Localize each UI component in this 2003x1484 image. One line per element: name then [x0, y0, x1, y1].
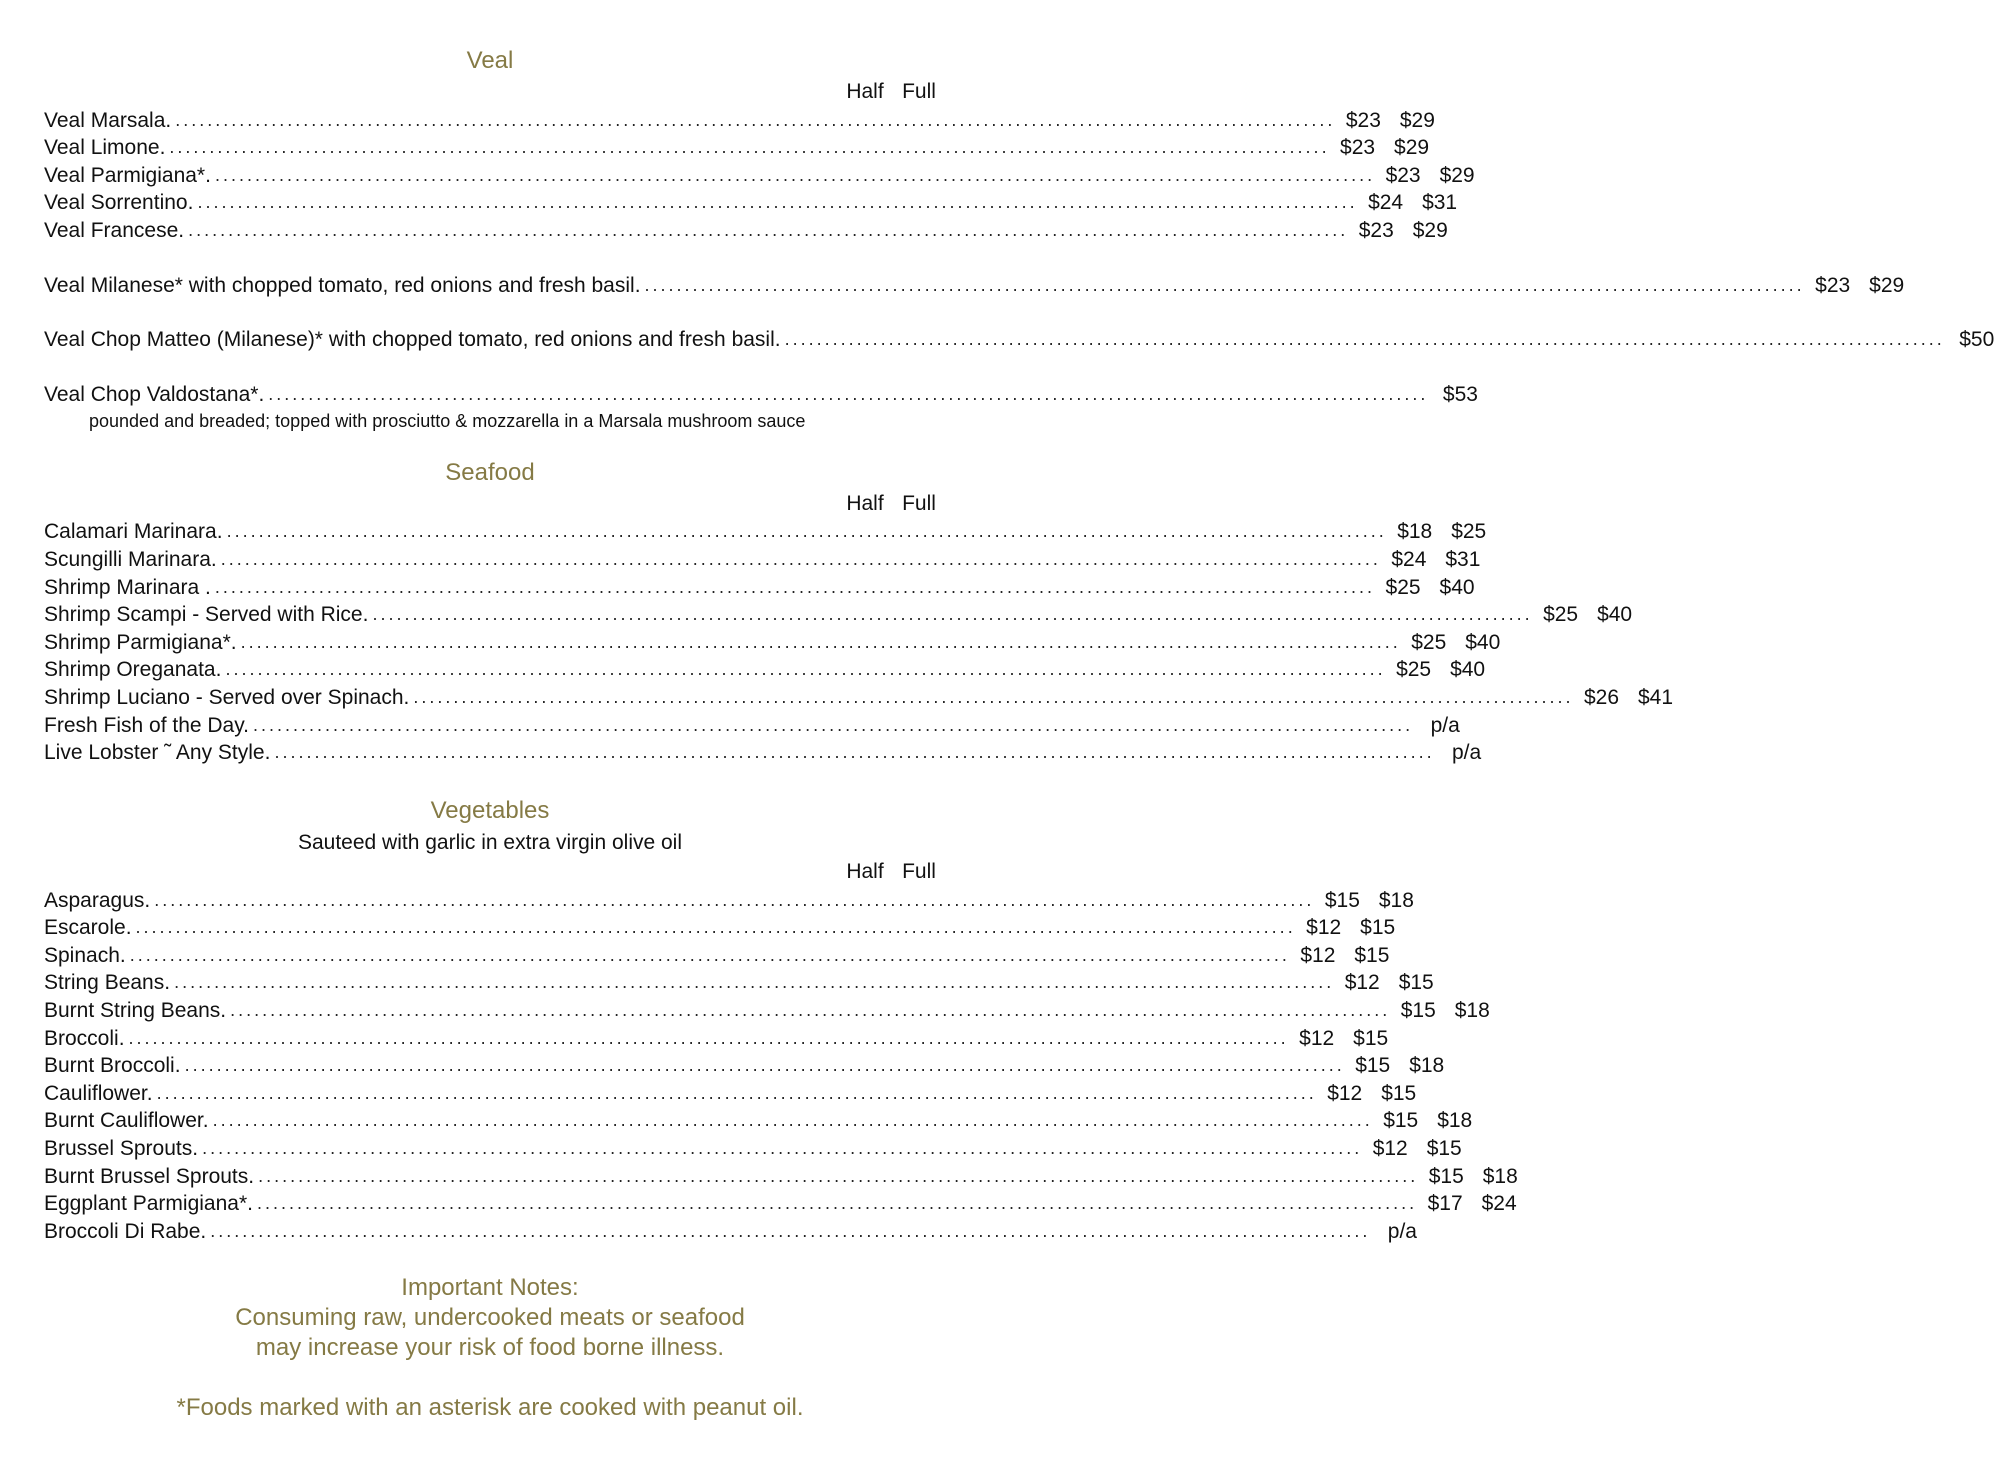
dot-leader: .................................................................................................................................................: [184, 1055, 1345, 1076]
menu-item: [44, 1052, 1445, 1080]
vegetables-subtitle: Sauteed with garlic in extra virgin olive oil: [297, 831, 683, 855]
menu-item: [44, 573, 1475, 601]
half-price: $25: [1396, 658, 1432, 682]
item-name: Shrimp Parmigiana*.: [44, 630, 237, 654]
full-column-header: Full: [902, 491, 936, 515]
full-price: $24: [1481, 1192, 1517, 1216]
notes-line: Consuming raw, undercooked meats or seafood: [235, 1303, 745, 1331]
half-price: $25: [1411, 630, 1447, 654]
dot-leader: .................................................................................................................................................: [253, 714, 1414, 735]
menu-page: [44, 44, 1995, 1423]
item-name: Eggplant Parmigiana*.: [44, 1192, 253, 1216]
half-price: $23: [1345, 108, 1381, 132]
dot-leader: .................................................................................................................................................: [268, 383, 1429, 404]
item-name: Burnt String Beans.: [44, 999, 227, 1023]
dot-leader: .................................................................................................................................................: [197, 192, 1358, 213]
dot-leader: .................................................................................................................................................: [175, 109, 1336, 130]
dot-leader: .................................................................................................................................................: [210, 1220, 1371, 1241]
half-price: $23: [1385, 163, 1421, 187]
half-price: $12: [1299, 1026, 1335, 1050]
spacer: [44, 299, 936, 326]
item-name: Veal Parmigiana*.: [44, 163, 211, 187]
item-name: Veal Chop Matteo (Milanese)* with chopped tomato, red onions and fresh basil.: [44, 328, 781, 352]
item-name: Calamari Marinara.: [44, 520, 223, 544]
menu-item-veal-milanese: [44, 271, 1905, 299]
item-name: Escarole.: [44, 916, 132, 940]
full-price: $18: [1409, 1054, 1445, 1078]
dot-leader: .................................................................................................................................................: [226, 521, 1387, 542]
half-price: $18: [1397, 520, 1433, 544]
full-price: $15: [1398, 971, 1434, 995]
menu-item-veal-chop-matteo: [44, 326, 1995, 354]
menu-item: [44, 518, 1487, 546]
item-name: Veal Francese.: [44, 218, 185, 242]
menu-item: [44, 1024, 1389, 1052]
full-price: $53: [1442, 382, 1478, 406]
item-name: Live Lobster ˜ Any Style.: [44, 741, 271, 765]
full-price: $40: [1597, 603, 1633, 627]
menu-item: [44, 996, 1490, 1024]
full-price: $25: [1451, 520, 1487, 544]
menu-item: [44, 628, 1501, 656]
item-name: Broccoli Di Rabe.: [44, 1219, 207, 1243]
item-name: Brussel Sprouts.: [44, 1137, 199, 1161]
seafood-column-headers: [44, 490, 936, 518]
half-column-header: Half: [846, 491, 884, 515]
half-column-header: Half: [846, 80, 884, 103]
item-name: Shrimp Luciano - Served over Spinach.: [44, 685, 410, 709]
vegetables-section-title: Vegetables: [430, 797, 550, 825]
half-price: $12: [1372, 1137, 1408, 1161]
item-name: Scungilli Marinara.: [44, 547, 217, 571]
half-price: $15: [1355, 1054, 1391, 1078]
dot-leader: .................................................................................................................................................: [240, 631, 1401, 652]
menu-item: [44, 914, 1396, 942]
full-price: $40: [1465, 630, 1501, 654]
spacer: [44, 244, 936, 271]
half-price: $15: [1383, 1109, 1419, 1133]
veal-section-title: Veal: [466, 47, 514, 74]
full-price: $50: [1959, 328, 1995, 352]
dot-leader: .................................................................................................................................................: [220, 548, 1381, 569]
menu-item: [44, 134, 1430, 162]
full-price: $31: [1422, 191, 1458, 215]
menu-item: [44, 1162, 1518, 1190]
half-price: $24: [1368, 191, 1404, 215]
half-column-header: Half: [846, 860, 884, 884]
item-name: Burnt Brussel Sprouts.: [44, 1164, 255, 1188]
menu-item: [44, 216, 1448, 244]
full-price: $31: [1445, 547, 1481, 571]
menu-item: [44, 1217, 1417, 1245]
full-price: $29: [1439, 163, 1475, 187]
vegetables-column-headers: [44, 858, 936, 886]
dot-leader: .................................................................................................................................................: [784, 329, 1945, 350]
asterisk-note: *Foods marked with an asterisk are cooked with peanut oil.: [176, 1393, 804, 1421]
item-name: Veal Limone.: [44, 136, 166, 160]
menu-item: [44, 886, 1414, 914]
full-price: p/a: [1452, 741, 1482, 765]
dot-leader: .................................................................................................................................................: [129, 944, 1290, 965]
full-column-header: Full: [902, 80, 936, 103]
menu-item: [44, 1107, 1473, 1135]
half-price: $25: [1543, 603, 1579, 627]
dot-leader: .................................................................................................................................................: [372, 604, 1533, 625]
dot-leader: .................................................................................................................................................: [174, 972, 1335, 993]
dot-leader: .................................................................................................................................................: [154, 889, 1315, 910]
dot-leader: .................................................................................................................................................: [413, 686, 1574, 707]
menu-item: [44, 711, 1460, 739]
dot-leader: .................................................................................................................................................: [188, 219, 1349, 240]
item-name: Shrimp Scampi - Served with Rice.: [44, 603, 369, 627]
full-price: $15: [1353, 1026, 1389, 1050]
half-price: $26: [1583, 685, 1620, 709]
dot-leader: .................................................................................................................................................: [644, 274, 1805, 295]
item-name: Shrimp Marinara .: [44, 575, 211, 599]
half-price: $24: [1391, 547, 1427, 571]
item-name: Veal Chop Valdostana*.: [44, 382, 265, 406]
half-price: $12: [1300, 943, 1336, 967]
half-price: $15: [1428, 1164, 1464, 1188]
full-price: $29: [1412, 218, 1448, 242]
full-price: $40: [1450, 658, 1486, 682]
important-notes: [44, 1273, 936, 1423]
dot-leader: .................................................................................................................................................: [135, 917, 1296, 938]
menu-item: [44, 941, 1390, 969]
seafood-item-list: [44, 518, 1674, 766]
full-price: $29: [1394, 136, 1430, 160]
half-price: $15: [1400, 999, 1436, 1023]
menu-item: [44, 161, 1475, 189]
full-price: p/a: [1387, 1219, 1417, 1243]
full-price: $15: [1354, 943, 1390, 967]
full-price: $29: [1869, 273, 1905, 297]
dot-leader: .................................................................................................................................................: [214, 576, 1376, 597]
menu-item: [44, 683, 1674, 711]
item-name: Burnt Broccoli.: [44, 1054, 181, 1078]
full-price: $18: [1437, 1109, 1473, 1133]
full-price: $18: [1482, 1164, 1518, 1188]
spacer: [44, 353, 936, 380]
item-name: Burnt Cauliflower.: [44, 1109, 209, 1133]
dot-leader: .................................................................................................................................................: [214, 164, 1376, 185]
item-name: Spinach.: [44, 943, 126, 967]
menu-item: [44, 545, 1481, 573]
dot-leader: .................................................................................................................................................: [274, 742, 1435, 763]
veal-column-headers: [44, 78, 936, 106]
menu-item: [44, 189, 1458, 217]
full-price: $15: [1426, 1137, 1462, 1161]
dot-leader: .................................................................................................................................................: [230, 1000, 1391, 1021]
item-name: Asparagus.: [44, 888, 151, 912]
menu-item: [44, 739, 1482, 767]
full-price: $15: [1381, 1081, 1417, 1105]
dot-leader: .................................................................................................................................................: [169, 137, 1330, 158]
seafood-section-title: Seafood: [445, 458, 535, 486]
full-price: $41: [1637, 685, 1674, 709]
menu-item: [44, 106, 1435, 134]
menu-item: [44, 969, 1434, 997]
full-price: p/a: [1430, 713, 1460, 737]
item-name: Veal Marsala.: [44, 108, 172, 132]
full-column-header: Full: [902, 860, 936, 884]
dot-leader: .................................................................................................................................................: [256, 1193, 1418, 1214]
veal-item-list: [44, 106, 1475, 244]
notes-title: Important Notes:: [401, 1273, 579, 1301]
full-price: $18: [1378, 888, 1414, 912]
item-name: String Beans.: [44, 971, 171, 995]
half-price: $12: [1344, 971, 1380, 995]
dot-leader: .................................................................................................................................................: [156, 1082, 1317, 1103]
half-price: $25: [1385, 575, 1421, 599]
half-price: $23: [1340, 136, 1376, 160]
half-price: $17: [1427, 1192, 1463, 1216]
full-price: $15: [1360, 916, 1396, 940]
half-price: $12: [1306, 916, 1342, 940]
dot-leader: .................................................................................................................................................: [128, 1027, 1289, 1048]
half-price: $23: [1815, 273, 1851, 297]
menu-item: [44, 1190, 1517, 1218]
dot-leader: .................................................................................................................................................: [212, 1110, 1373, 1131]
item-name: Veal Milanese* with chopped tomato, red onions and fresh basil.: [44, 273, 641, 297]
dot-leader: .................................................................................................................................................: [225, 659, 1386, 680]
notes-line: may increase your risk of food borne illness.: [255, 1333, 725, 1361]
vegetables-item-list: [44, 886, 1518, 1245]
menu-item-veal-chop-valdostana: [44, 380, 1478, 408]
menu-item: [44, 1079, 1417, 1107]
full-price: $29: [1399, 108, 1435, 132]
half-price: $15: [1324, 888, 1360, 912]
full-price: $40: [1439, 575, 1475, 599]
menu-item: [44, 1134, 1462, 1162]
item-name: Cauliflower.: [44, 1081, 153, 1105]
dot-leader: .................................................................................................................................................: [202, 1138, 1363, 1159]
item-name: Shrimp Oreganata.: [44, 658, 222, 682]
dot-leader: .................................................................................................................................................: [258, 1165, 1419, 1186]
item-name: Broccoli.: [44, 1026, 125, 1050]
item-name: Fresh Fish of the Day.: [44, 713, 250, 737]
item-description: pounded and breaded; topped with prosciutto & mozzarella in a Marsala mushroom sauce: [89, 410, 806, 431]
half-price: $12: [1327, 1081, 1363, 1105]
full-price: $18: [1454, 999, 1490, 1023]
menu-item: [44, 656, 1486, 684]
half-price: $23: [1358, 218, 1394, 242]
item-name: Veal Sorrentino.: [44, 191, 194, 215]
menu-item: [44, 601, 1633, 629]
